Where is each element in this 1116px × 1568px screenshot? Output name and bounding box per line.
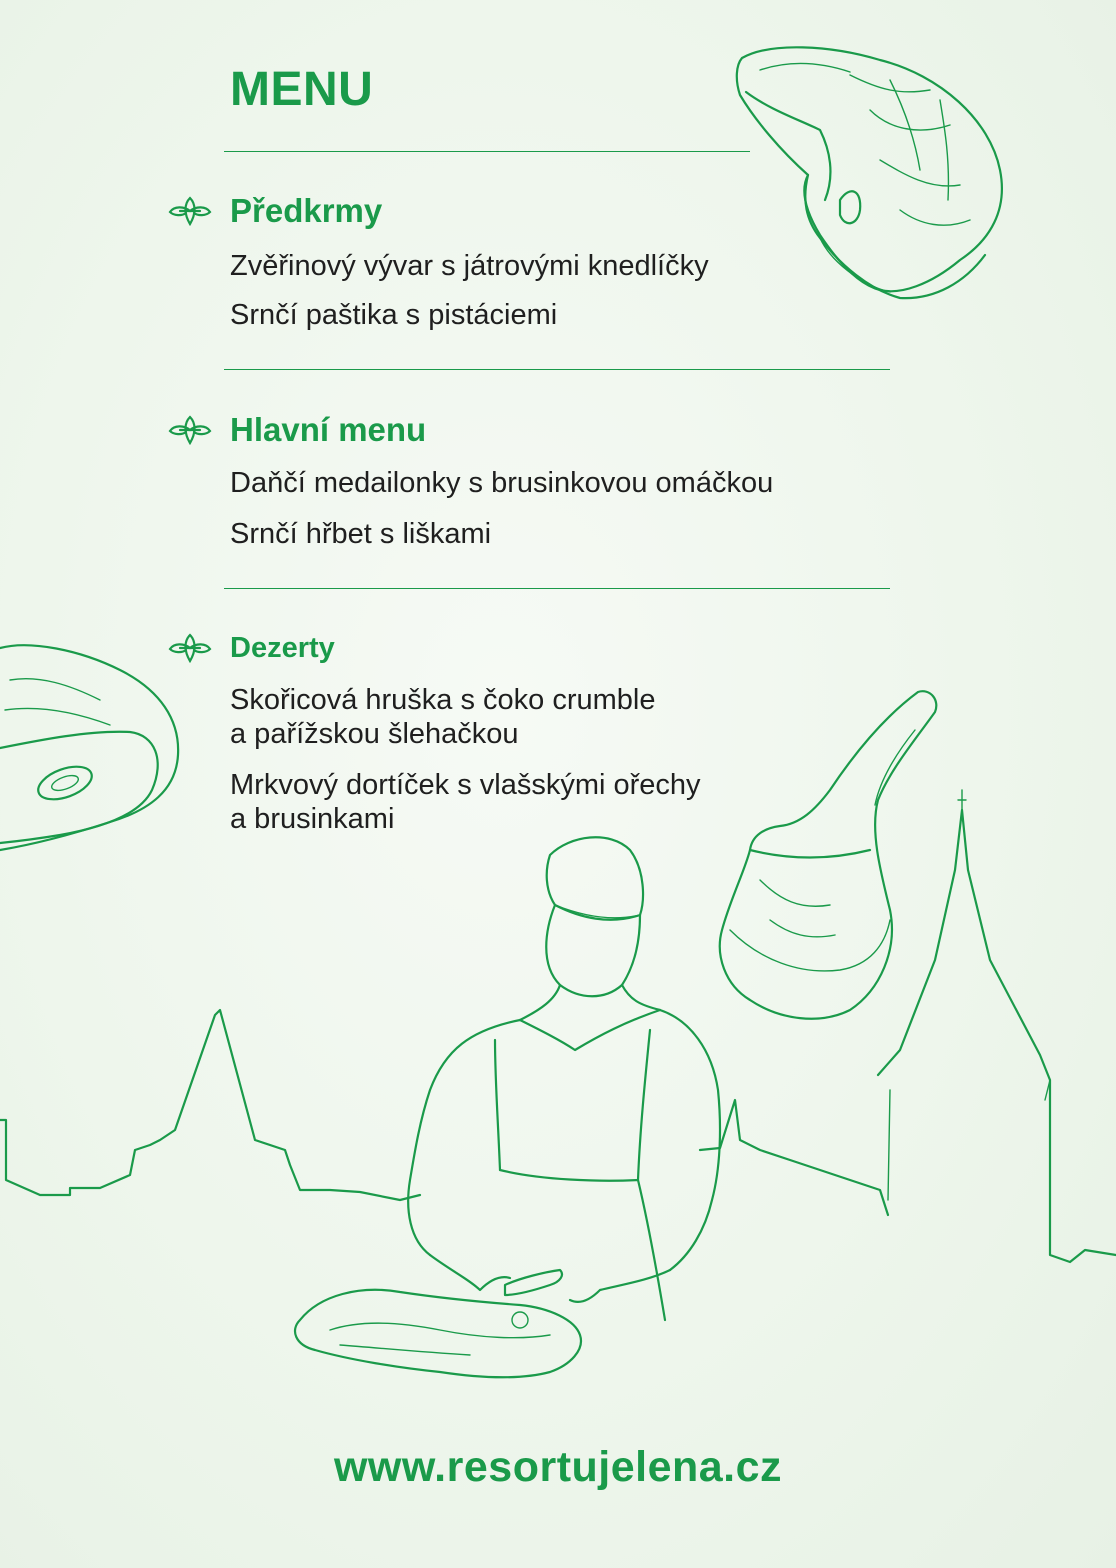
menu-item: Srnčí paštika s pistáciemi [230, 299, 558, 331]
section-heading-label: Předkrmy [230, 192, 383, 229]
menu-item-line: Skořicová hruška s čoko crumble [230, 684, 656, 716]
menu-item-line: a pařížskou šlehačkou [230, 718, 519, 750]
skyline-illustration [0, 790, 1116, 1262]
menu-item-line: Mrkvový dortíček s vlašskými ořechy [230, 769, 701, 801]
fleur-de-lis-icon [166, 194, 214, 228]
section-divider [224, 588, 890, 589]
page-title: MENU [230, 63, 374, 116]
section-heading-label: Hlavní menu [230, 411, 427, 448]
menu-item-line: a brusinkami [230, 803, 395, 835]
menu-item: Zvěřinový vývar s játrovými knedlíčky [230, 250, 709, 282]
menu-item: Daňčí medailonky s brusinkovou omáčkou [230, 467, 774, 499]
section-heading-label: Dezerty [230, 631, 335, 664]
meat-steak-illustration [737, 47, 1002, 298]
menu-item: Srnčí hřbet s liškami [230, 518, 492, 550]
section-heading-dezerty [166, 631, 335, 665]
butcher-illustration [295, 837, 720, 1377]
fleur-de-lis-icon [166, 631, 214, 665]
fleur-de-lis-icon [166, 413, 214, 447]
title-divider [224, 151, 750, 152]
section-heading-hlavni-menu [166, 411, 426, 449]
section-divider [224, 369, 890, 370]
meat-ham-illustration [0, 645, 178, 850]
website-url[interactable]: www.resortujelena.cz [333, 1443, 783, 1491]
section-heading-predkrmy [166, 192, 382, 230]
meat-leg-illustration [720, 691, 936, 1019]
